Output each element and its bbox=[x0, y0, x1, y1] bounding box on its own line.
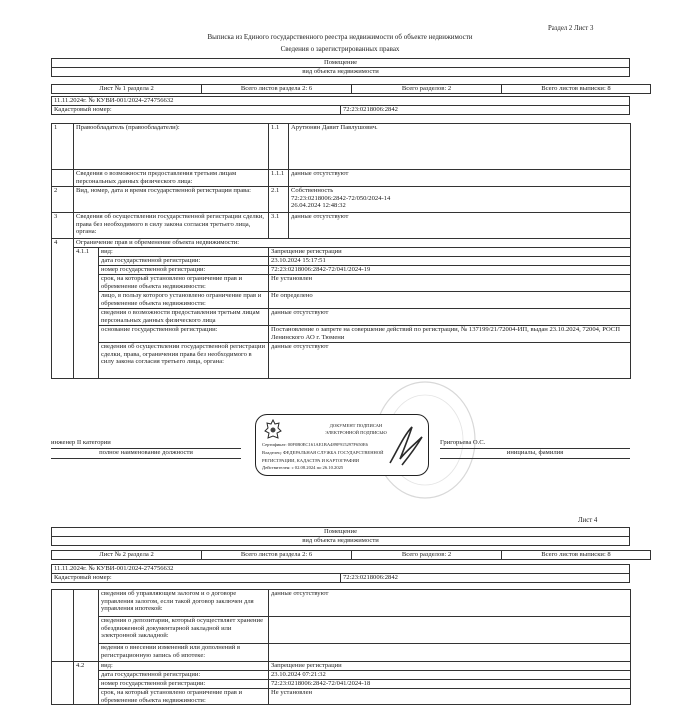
row-label: Сведения об осуществлении государственной регистрации сделки, права без необходимого в силу закона согласия третьего лица, органа: bbox=[74, 213, 269, 239]
sheet-number: Лист № 1 раздела 2 bbox=[52, 85, 202, 94]
cadastral-value: 72:23:0218006:2842 bbox=[341, 106, 630, 115]
row-value: данные отсутствуют bbox=[289, 170, 631, 187]
sheet-info-table bbox=[51, 84, 651, 94]
table-row bbox=[52, 309, 631, 326]
object-type-value-2: Помещение bbox=[52, 528, 630, 537]
stamp-validity: Действителен: с 02.08.2024 по 26.10.2025 bbox=[262, 465, 344, 470]
row-subnumber: 1.1 bbox=[269, 124, 289, 170]
signer-name: Григорьева О.С. bbox=[440, 439, 630, 449]
encumbrance-date-2: 23.10.2024 07:21:32 bbox=[269, 671, 631, 680]
row-label: сведения о депозитарии, который осуществляет хранение обездвиженной документарной закладной или электронной закладной: bbox=[99, 617, 269, 644]
table-row bbox=[52, 266, 631, 275]
table-row bbox=[52, 275, 631, 292]
row-label: номер государственной регистрации: bbox=[99, 266, 269, 275]
owner-name: Арутюнян Давит Павлушович. bbox=[289, 124, 631, 170]
object-type-table bbox=[51, 58, 630, 77]
row-label: дата государственной регистрации: bbox=[99, 671, 269, 680]
stamp-subtitle: ЭЛЕКТРОННОЙ ПОДПИСЬЮ bbox=[325, 430, 387, 435]
table-row bbox=[52, 343, 631, 379]
row-label: Ограничение прав и обременение объекта недвижимости: bbox=[74, 239, 631, 248]
row-subnumber: 2.1 bbox=[269, 187, 289, 213]
encumbrance-type-2: Запрещение регистрации bbox=[269, 662, 631, 671]
handwritten-signature bbox=[386, 423, 426, 469]
stamp-title: ДОКУМЕНТ ПОДПИСАН bbox=[329, 423, 383, 428]
cadastral-value-2: 72:23:0218006:2842 bbox=[341, 574, 630, 583]
sheets-in-section: Всего листов раздела 2: 6 bbox=[202, 85, 352, 94]
encumbrance-date: 23.10.2024 15:17:51 bbox=[269, 257, 631, 266]
right-number: 72:23:0218006:2842-72/050/2024-14 bbox=[291, 194, 391, 202]
row-label: основание государственной регистрации: bbox=[99, 326, 269, 343]
row-label: Сведения о возможности предоставления третьим лицам персональных данных физического лица: bbox=[74, 170, 269, 187]
table-row bbox=[52, 292, 631, 309]
emblem-icon bbox=[262, 418, 284, 444]
object-type-caption-2: вид объекта недвижимости bbox=[52, 537, 630, 546]
row-label: ведения о внесении изменений или дополнений в регистрационную запись об ипотеке: bbox=[99, 644, 269, 662]
table-row bbox=[52, 248, 631, 257]
row-label: срок, на который установлено ограничение прав и обременение объекта недвижимости: bbox=[99, 275, 269, 292]
row-number: 1 bbox=[52, 124, 74, 170]
sheet-info-table-2 bbox=[51, 550, 651, 560]
object-type-table-2 bbox=[51, 527, 630, 546]
cadastral-label: Кадастровый номер: bbox=[52, 106, 341, 115]
sections-total-2: Всего разделов: 2 bbox=[352, 551, 502, 560]
sheets-total-2: Всего листов выписки: 8 bbox=[502, 551, 651, 560]
row-value: данные отсутствуют bbox=[269, 590, 631, 617]
extract-date-number: 11.11.2024г. № КУВИ-001/2024-274756632 bbox=[52, 97, 630, 106]
row-label: сведения об управляющем залогом и о договоре управления залогом, если такой договор заключен для управления ипотекой: bbox=[99, 590, 269, 617]
sheets-total: Всего листов выписки: 8 bbox=[502, 85, 651, 94]
table-row bbox=[52, 124, 631, 170]
row-label: Правообладатель (правообладатели): bbox=[74, 124, 269, 170]
row-number: 3 bbox=[52, 213, 74, 239]
table-row bbox=[52, 257, 631, 266]
row-label: дата государственной регистрации: bbox=[99, 257, 269, 266]
row-label: сведения о возможности предоставления третьим лицам персональных данных физического лица bbox=[99, 309, 269, 326]
right-registration bbox=[289, 187, 631, 213]
row-label: лицо, в пользу которого установлено ограничение прав и обременение объекта недвижимости: bbox=[99, 292, 269, 309]
electronic-signature-stamp bbox=[255, 414, 429, 476]
table-row bbox=[52, 680, 631, 689]
row-subnumber: 1.1.1 bbox=[269, 170, 289, 187]
row-subnumber: 4.1.1 bbox=[74, 248, 99, 379]
row-label: вид: bbox=[99, 248, 269, 257]
table-row bbox=[52, 671, 631, 680]
encumbrance-term: Не установлен bbox=[269, 275, 631, 292]
row-number: 4 bbox=[52, 239, 74, 379]
row-value: данные отсутствуют bbox=[289, 213, 631, 239]
sheet-corner-label: Раздел 2 Лист 3 bbox=[548, 25, 594, 32]
row-label: номер государственной регистрации: bbox=[99, 680, 269, 689]
encumbrance-number: 72:23:0218006:2842-72/041/2024-19 bbox=[269, 266, 631, 275]
header-info-table-2 bbox=[51, 564, 630, 583]
sheet-number-2: Лист № 2 раздела 2 bbox=[52, 551, 202, 560]
row-label: вид: bbox=[99, 662, 269, 671]
sections-total: Всего разделов: 2 bbox=[352, 85, 502, 94]
stamp-owner: Владелец: ФЕДЕРАЛЬНАЯ СЛУЖБА ГОСУДАРСТВЕННОЙ bbox=[262, 450, 384, 455]
row-label: срок, на который установлено ограничение прав и обременение объекта недвижимости: bbox=[99, 689, 269, 705]
row-subnumber: 3.1 bbox=[269, 213, 289, 239]
table-row bbox=[52, 590, 631, 617]
object-type-value: Помещение bbox=[52, 59, 630, 68]
sheet-corner-label-2: Лист 4 bbox=[578, 517, 598, 524]
row-subnumber: 4.2 bbox=[74, 662, 99, 705]
table-row bbox=[52, 170, 631, 187]
encumbrance-basis: Постановление о запрете на совершение действий по регистрации, № 137199/21/72004-ИП, выдан 23.10.2024, 72004, РОСП Ленинского АО г. Тюмени bbox=[269, 326, 631, 343]
table-row bbox=[52, 213, 631, 239]
signer-position: инженер II категории bbox=[51, 439, 241, 449]
signer-name-caption: инициалы, фамилия bbox=[440, 449, 630, 459]
row-number: 2 bbox=[52, 187, 74, 213]
encumbrance-consent: данные отсутствуют bbox=[269, 343, 631, 379]
header-info-table bbox=[51, 96, 630, 115]
right-date: 26.04.2024 12:48:32 bbox=[291, 202, 346, 210]
row-label: сведения об осуществлении государственной регистрации сделки, права, ограничения права без необходимого в силу закона согласия третьего лица, органа: bbox=[99, 343, 269, 379]
stamp-owner-continued: РЕГИСТРАЦИИ, КАДАСТРА И КАРТОГРАФИИ bbox=[262, 458, 360, 463]
encumbrance-number-2: 72:23:0218006:2842-72/041/2024-18 bbox=[269, 680, 631, 689]
sheets-in-section-2: Всего листов раздела 2: 6 bbox=[202, 551, 352, 560]
cadastral-label-2: Кадастровый номер: bbox=[52, 574, 341, 583]
right-type: Собственность bbox=[291, 187, 334, 194]
table-row bbox=[52, 326, 631, 343]
stamp-certificate: Сертификат: 00F0B0EC161AE1BA489F915297F650E6 bbox=[262, 442, 368, 447]
table-row bbox=[52, 239, 631, 248]
table-row bbox=[52, 662, 631, 671]
encumbrance-person: Не определено bbox=[269, 292, 631, 309]
encumbrance-term-2: Не установлен bbox=[269, 689, 631, 705]
row-label: Вид, номер, дата и время государственной регистрации права: bbox=[74, 187, 269, 213]
signer-position-caption: полное наименование должности bbox=[51, 449, 241, 459]
document-subtitle: Сведения о зарегистрированных правах bbox=[280, 45, 400, 53]
table-row bbox=[52, 187, 631, 213]
rights-table bbox=[51, 123, 631, 379]
document-title: Выписка из Единого государственного реестра недвижимости об объекте недвижимости bbox=[207, 33, 473, 41]
extract-date-number-2: 11.11.2024г. № КУВИ-001/2024-274756632 bbox=[52, 565, 630, 574]
encumbrance-personal-data: данные отсутствуют bbox=[269, 309, 631, 326]
rights-table-2 bbox=[51, 589, 631, 705]
table-row bbox=[52, 689, 631, 705]
table-row bbox=[52, 617, 631, 644]
object-type-caption: вид объекта недвижимости bbox=[52, 68, 630, 77]
encumbrance-type: Запрещение регистрации bbox=[269, 248, 631, 257]
table-row bbox=[52, 644, 631, 662]
